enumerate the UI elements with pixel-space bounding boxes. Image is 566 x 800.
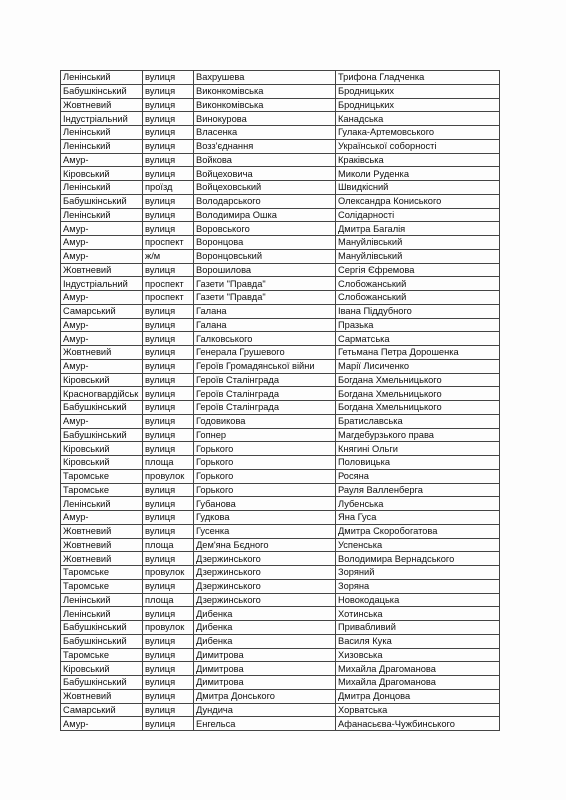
district-cell: Таромське [61,469,143,483]
new-name-cell: Хорватська [336,703,500,717]
old-name-cell: Володарського [194,194,336,208]
new-name-cell: Сергія Єфремова [336,263,500,277]
street-type-cell: вулиця [143,497,194,511]
table-row [61,167,500,181]
new-name-cell: Михайла Драгоманова [336,676,500,690]
new-name-cell: Української соборності [336,139,500,153]
old-name-cell: Галковського [194,332,336,346]
old-name-cell: Войкова [194,153,336,167]
new-name-cell: Братиславська [336,414,500,428]
table-body [61,71,500,731]
table-row [61,373,500,387]
old-name-cell: Героїв Сталінграда [194,401,336,415]
district-cell: Бабушкінський [61,621,143,635]
new-name-cell: Половицька [336,456,500,470]
district-cell: Ленінський [61,593,143,607]
district-cell: Кіровський [61,456,143,470]
street-type-cell: вулиця [143,208,194,222]
table-row [61,621,500,635]
old-name-cell: Горького [194,483,336,497]
new-name-cell: Лубенська [336,497,500,511]
table-row [61,139,500,153]
street-type-cell: проспект [143,277,194,291]
old-name-cell: Власенка [194,126,336,140]
street-type-cell: вулиця [143,153,194,167]
street-type-cell: провулок [143,469,194,483]
district-cell: Кіровський [61,662,143,676]
new-name-cell: Богдана Хмельницького [336,373,500,387]
old-name-cell: Гопнер [194,428,336,442]
old-name-cell: Володимира Ошка [194,208,336,222]
table-row [61,689,500,703]
street-type-cell: вулиця [143,703,194,717]
district-cell: Жовтневий [61,552,143,566]
district-cell: Ленінський [61,71,143,85]
old-name-cell: Героїв Громадянської війни [194,359,336,373]
new-name-cell: Мануйлівський [336,236,500,250]
street-type-cell: ж/м [143,249,194,263]
old-name-cell: Ворошилова [194,263,336,277]
street-type-cell: вулиця [143,428,194,442]
new-name-cell: Марії Лисиченко [336,359,500,373]
street-type-cell: вулиця [143,373,194,387]
street-type-cell: вулиця [143,263,194,277]
street-type-cell: проїзд [143,181,194,195]
district-cell: Індустріальний [61,112,143,126]
district-cell: Амур- [61,153,143,167]
old-name-cell: Гудкова [194,511,336,525]
old-name-cell: Газети "Правда" [194,291,336,305]
new-name-cell: Мануйлівський [336,249,500,263]
table-row [61,332,500,346]
district-cell: Амур- [61,717,143,731]
table-row [61,579,500,593]
district-cell: Ленінський [61,181,143,195]
new-name-cell: Магдебурзького права [336,428,500,442]
old-name-cell: Годовикова [194,414,336,428]
new-name-cell: Солідарності [336,208,500,222]
street-type-cell: вулиця [143,84,194,98]
new-name-cell: Швидкісний [336,181,500,195]
table-row [61,483,500,497]
district-cell: Бабушкінський [61,401,143,415]
old-name-cell: Дмитра Донського [194,689,336,703]
table-row [61,222,500,236]
street-type-cell: провулок [143,621,194,635]
new-name-cell: Зоряна [336,579,500,593]
table-row [61,153,500,167]
new-name-cell: Гулака-Артемовського [336,126,500,140]
table-row [61,181,500,195]
district-cell: Амур- [61,318,143,332]
table-row [61,511,500,525]
street-type-cell: площа [143,593,194,607]
table-row [61,538,500,552]
old-name-cell: Гусенка [194,524,336,538]
table-row [61,126,500,140]
district-cell: Кіровський [61,373,143,387]
district-cell: Жовтневий [61,524,143,538]
old-name-cell: Горького [194,469,336,483]
street-type-cell: вулиця [143,717,194,731]
street-type-cell: проспект [143,236,194,250]
street-type-cell: вулиця [143,71,194,85]
table-row [61,428,500,442]
district-cell: Амур- [61,291,143,305]
new-name-cell: Олександра Кониського [336,194,500,208]
street-type-cell: вулиця [143,112,194,126]
old-name-cell: Димитрова [194,676,336,690]
old-name-cell: Галана [194,318,336,332]
street-type-cell: проспект [143,291,194,305]
old-name-cell: Войцеховський [194,181,336,195]
district-cell: Амур- [61,249,143,263]
street-type-cell: вулиця [143,414,194,428]
street-type-cell: вулиця [143,332,194,346]
new-name-cell: Рауля Валленберга [336,483,500,497]
table-row [61,469,500,483]
street-type-cell: провулок [143,566,194,580]
district-cell: Таромське [61,579,143,593]
district-cell: Бабушкінський [61,84,143,98]
new-name-cell: Афанасьєва-Чужбинського [336,717,500,731]
old-name-cell: Газети "Правда" [194,277,336,291]
new-name-cell: Гетьмана Петра Дорошенка [336,346,500,360]
table-row [61,566,500,580]
table-row [61,497,500,511]
street-type-cell: вулиця [143,689,194,703]
street-type-cell: вулиця [143,387,194,401]
street-type-cell: вулиця [143,662,194,676]
old-name-cell: Енгельса [194,717,336,731]
new-name-cell: Бродницьких [336,98,500,112]
table-row [61,291,500,305]
old-name-cell: Воронцовський [194,249,336,263]
district-cell: Бабушкінський [61,634,143,648]
street-type-cell: площа [143,538,194,552]
table-row [61,662,500,676]
old-name-cell: Дем'яна Бєдного [194,538,336,552]
old-name-cell: Винокурова [194,112,336,126]
street-type-cell: вулиця [143,359,194,373]
old-name-cell: Горького [194,456,336,470]
street-type-cell: площа [143,456,194,470]
table-row [61,304,500,318]
district-cell: Таромське [61,648,143,662]
table-row [61,98,500,112]
district-cell: Ленінський [61,497,143,511]
street-type-cell: вулиця [143,126,194,140]
table-row [61,634,500,648]
new-name-cell: Яна Гуса [336,511,500,525]
district-cell: Жовтневий [61,538,143,552]
table-row [61,249,500,263]
old-name-cell: Дибенка [194,607,336,621]
new-name-cell: Празька [336,318,500,332]
district-cell: Жовтневий [61,346,143,360]
old-name-cell: Виконкомівська [194,98,336,112]
street-type-cell: вулиця [143,524,194,538]
table-row [61,71,500,85]
new-name-cell: Слобожанський [336,291,500,305]
new-name-cell: Слобожанський [336,277,500,291]
district-cell: Кіровський [61,167,143,181]
table-row [61,318,500,332]
table-row [61,401,500,415]
street-type-cell: вулиця [143,401,194,415]
table-row [61,84,500,98]
street-rename-table [60,70,500,731]
district-cell: Амур- [61,332,143,346]
district-cell: Жовтневий [61,263,143,277]
table-row [61,277,500,291]
district-cell: Ленінський [61,208,143,222]
old-name-cell: Дзержинського [194,552,336,566]
new-name-cell: Дмитра Донцова [336,689,500,703]
old-name-cell: Войцеховича [194,167,336,181]
new-name-cell: Сарматська [336,332,500,346]
street-type-cell: вулиця [143,648,194,662]
district-cell: Ленінський [61,139,143,153]
old-name-cell: Дундича [194,703,336,717]
street-type-cell: вулиця [143,167,194,181]
new-name-cell: Росяна [336,469,500,483]
table-row [61,194,500,208]
table-row [61,593,500,607]
table-row [61,703,500,717]
district-cell: Амур- [61,222,143,236]
street-type-cell: вулиця [143,483,194,497]
district-cell: Жовтневий [61,689,143,703]
old-name-cell: Виконкомівська [194,84,336,98]
district-cell: Ленінський [61,126,143,140]
street-type-cell: вулиця [143,318,194,332]
new-name-cell: Івана Піддубного [336,304,500,318]
old-name-cell: Димитрова [194,648,336,662]
new-name-cell: Новокодацька [336,593,500,607]
new-name-cell: Миколи Руденка [336,167,500,181]
old-name-cell: Воровського [194,222,336,236]
new-name-cell: Канадська [336,112,500,126]
table-row [61,607,500,621]
old-name-cell: Воронцова [194,236,336,250]
table-row [61,524,500,538]
street-type-cell: вулиця [143,346,194,360]
new-name-cell: Володимира Вернадського [336,552,500,566]
new-name-cell: Успенська [336,538,500,552]
table-row [61,676,500,690]
street-type-cell: вулиця [143,98,194,112]
table-row [61,414,500,428]
table-row [61,717,500,731]
new-name-cell: Василя Кука [336,634,500,648]
new-name-cell: Трифона Гладченка [336,71,500,85]
old-name-cell: Димитрова [194,662,336,676]
old-name-cell: Дибенка [194,634,336,648]
table-row [61,387,500,401]
street-type-cell: вулиця [143,194,194,208]
district-cell: Індустріальний [61,277,143,291]
district-cell: Жовтневий [61,98,143,112]
district-cell: Бабушкінський [61,676,143,690]
table-row [61,359,500,373]
new-name-cell: Хизовська [336,648,500,662]
old-name-cell: Генерала Грушевого [194,346,336,360]
old-name-cell: Вахрушева [194,71,336,85]
table-row [61,263,500,277]
street-type-cell: вулиця [143,634,194,648]
old-name-cell: Дзержинського [194,593,336,607]
table-row [61,442,500,456]
table-row [61,346,500,360]
old-name-cell: Дзержинського [194,579,336,593]
new-name-cell: Зоряний [336,566,500,580]
old-name-cell: Горького [194,442,336,456]
street-type-cell: вулиця [143,222,194,236]
old-name-cell: Героїв Сталінграда [194,387,336,401]
old-name-cell: Дибенка [194,621,336,635]
old-name-cell: Галана [194,304,336,318]
street-type-cell: вулиця [143,442,194,456]
new-name-cell: Краківська [336,153,500,167]
old-name-cell: Героїв Сталінграда [194,373,336,387]
district-cell: Самарський [61,703,143,717]
table-row [61,552,500,566]
table-row [61,112,500,126]
street-type-cell: вулиця [143,552,194,566]
district-cell: Ленінський [61,607,143,621]
district-cell: Таромське [61,566,143,580]
table-row [61,208,500,222]
table-row [61,456,500,470]
district-cell: Бабушкінський [61,194,143,208]
new-name-cell: Бродницьких [336,84,500,98]
new-name-cell: Хотинська [336,607,500,621]
table-row [61,236,500,250]
new-name-cell: Михайла Драгоманова [336,662,500,676]
street-type-cell: вулиця [143,304,194,318]
street-type-cell: вулиця [143,676,194,690]
district-cell: Амур- [61,359,143,373]
district-cell: Кіровський [61,442,143,456]
old-name-cell: Губанова [194,497,336,511]
district-cell: Бабушкінський [61,428,143,442]
district-cell: Самарський [61,304,143,318]
old-name-cell: Дзержинського [194,566,336,580]
new-name-cell: Дмитра Скоробогатова [336,524,500,538]
district-cell: Амур- [61,414,143,428]
new-name-cell: Княгині Ольги [336,442,500,456]
old-name-cell: Возз'єднання [194,139,336,153]
table-row [61,648,500,662]
district-cell: Амур- [61,236,143,250]
district-cell: Амур- [61,511,143,525]
new-name-cell: Богдана Хмельницького [336,387,500,401]
street-type-cell: вулиця [143,511,194,525]
street-type-cell: вулиця [143,579,194,593]
new-name-cell: Богдана Хмельницького [336,401,500,415]
street-type-cell: вулиця [143,607,194,621]
new-name-cell: Дмитра Багалія [336,222,500,236]
district-cell: Таромське [61,483,143,497]
district-cell: Красногвардійськ [61,387,143,401]
street-type-cell: вулиця [143,139,194,153]
new-name-cell: Привабливий [336,621,500,635]
